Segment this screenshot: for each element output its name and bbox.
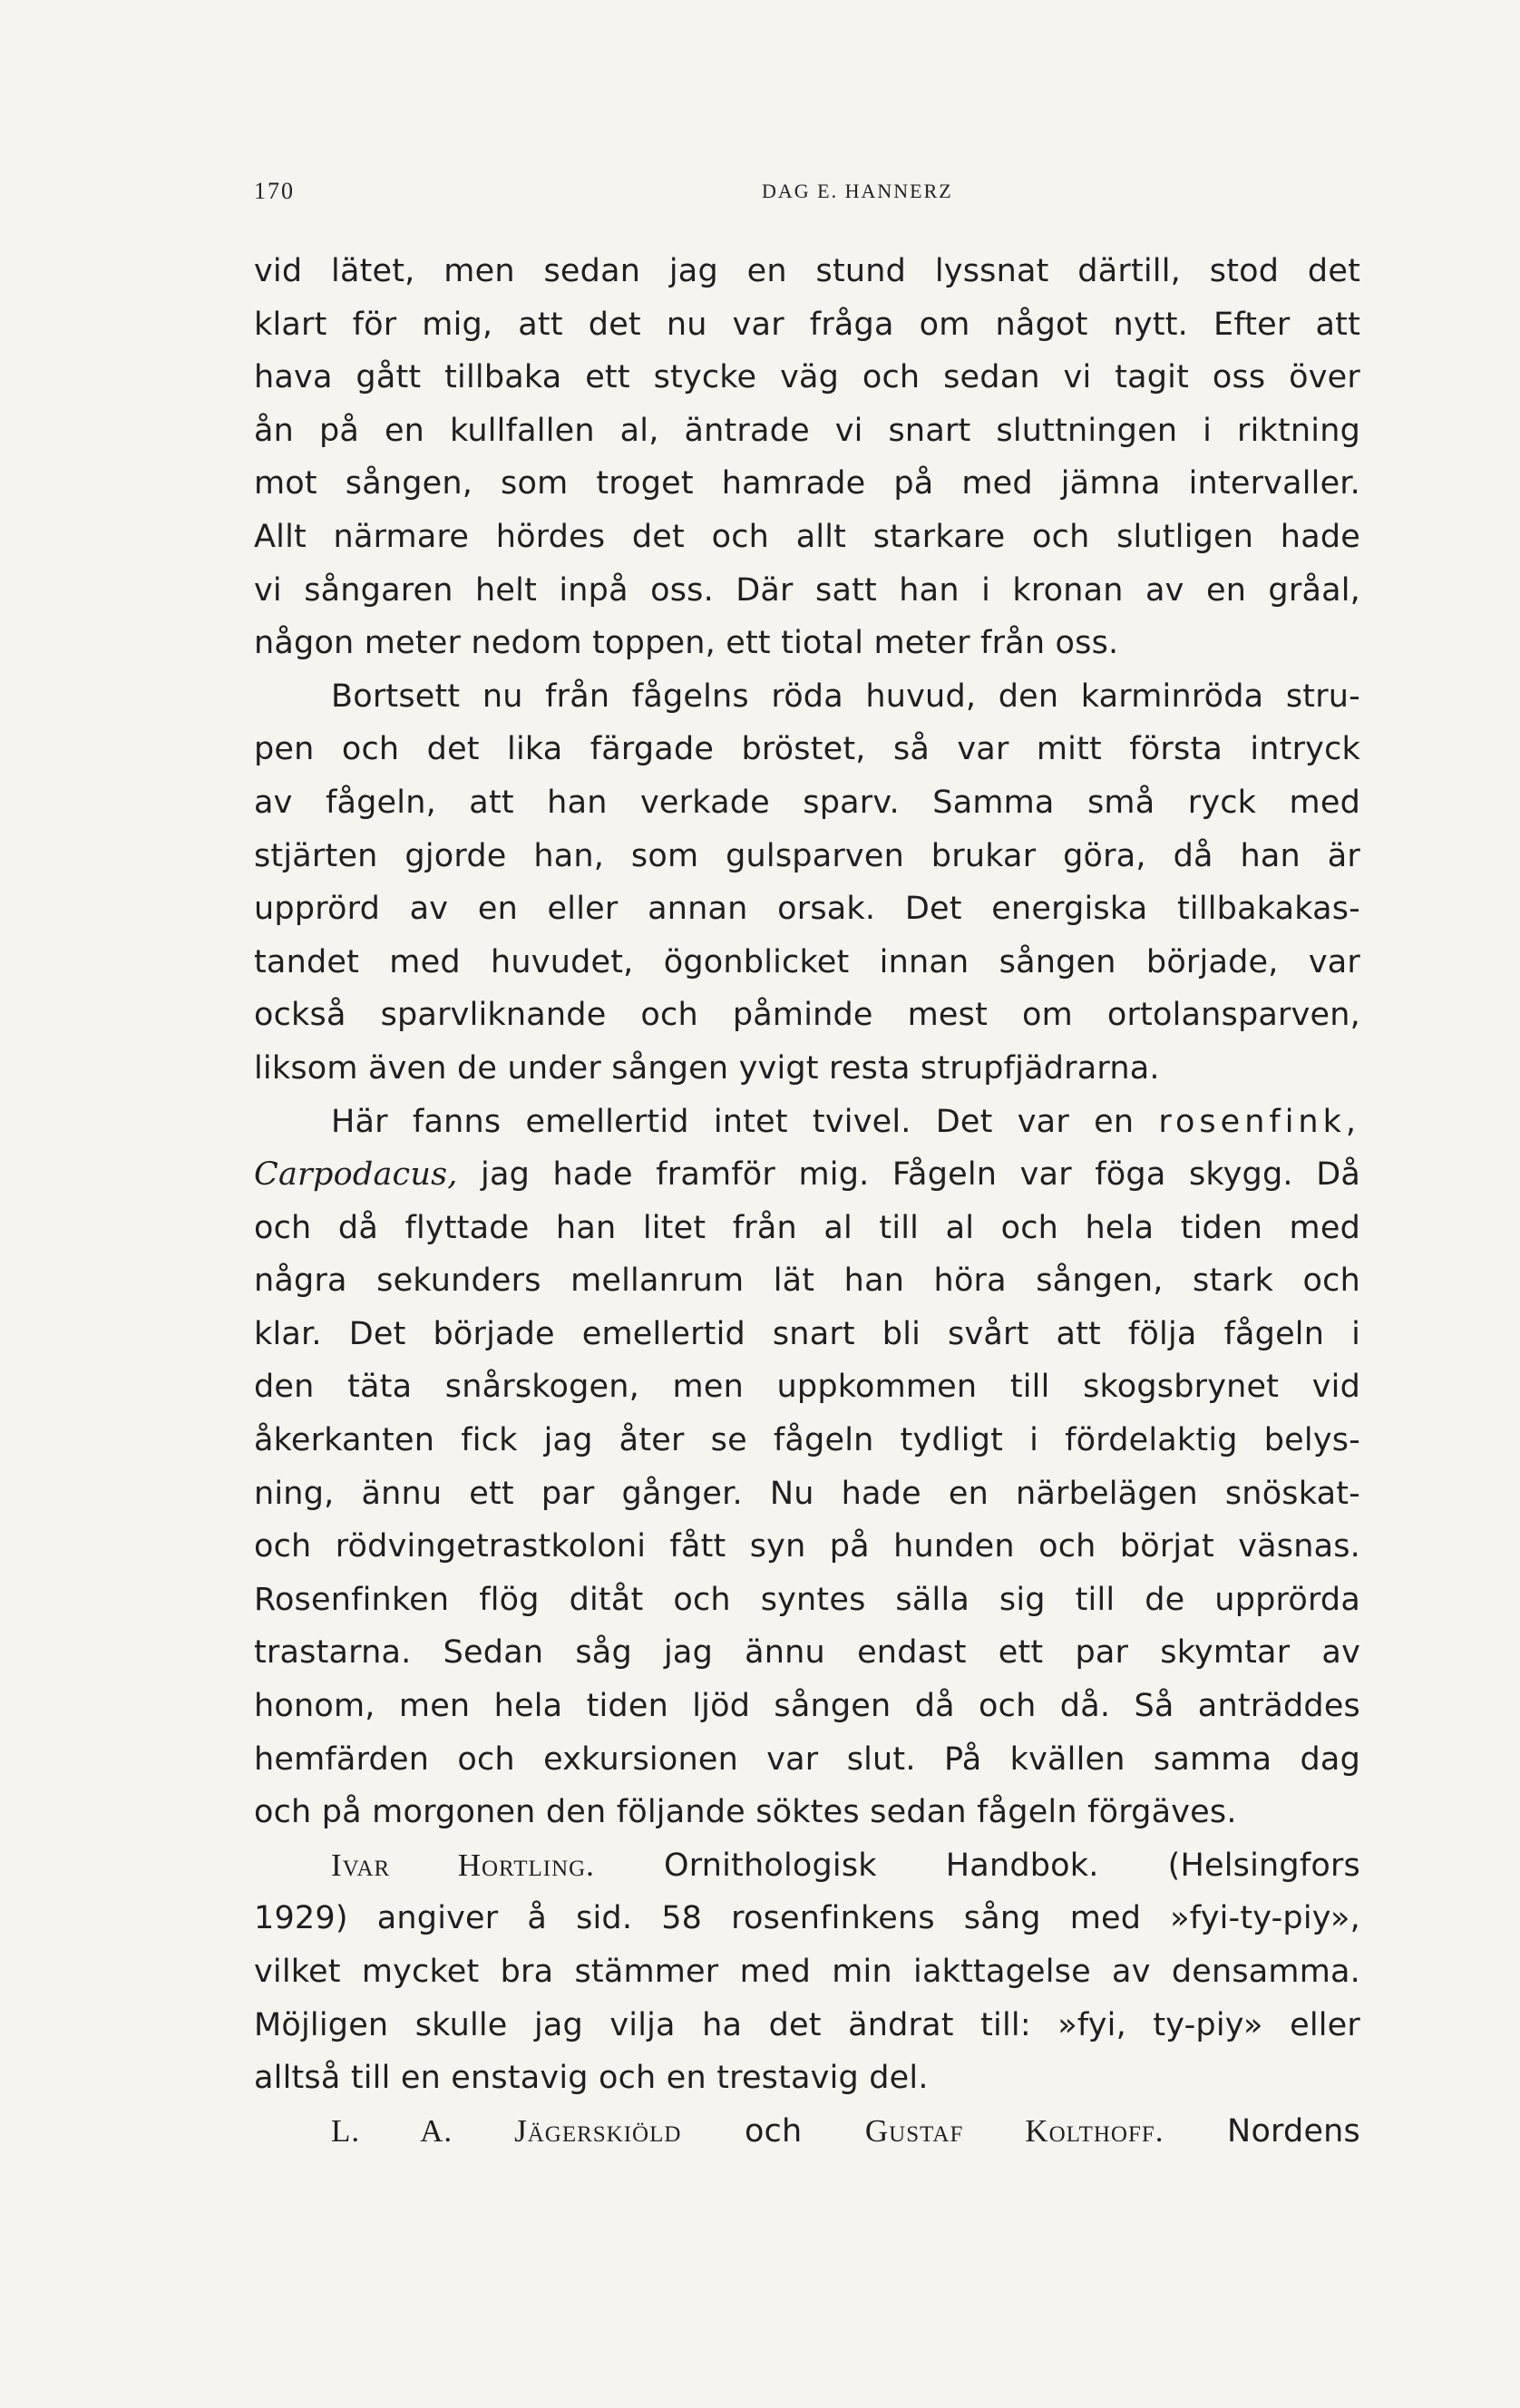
text-line: Bortsett nu från fågelns röda huvud, den karminröda stru- [331,678,1360,715]
text-line: stjärten gjorde han, som gulsparven brukar göra, då han är [254,837,1360,874]
text-run: Här fanns emellertid intet tvivel. Det var en [331,1103,1159,1140]
author-name: Gustaf Kolthoff. [864,2112,1164,2149]
text-line: klart för mig, att det nu var fråga om något nytt. Efter att [254,306,1360,343]
text-line [254,2105,1360,2159]
text-line: liksom även de under sången yvigt resta strupfjädrarna. [254,1049,1160,1087]
text-line: pen och det lika färgade bröstet, så var mitt första intryck [254,731,1360,768]
body-text [254,245,1360,2158]
text-run: Ornithologisk Handbok. (Helsingfors [594,1847,1360,1884]
text-line: tandet med huvudet, ögonblicket innan sången började, var [254,943,1360,980]
text-line: alltså till en enstavig och en trestavig del. [254,2060,929,2097]
text-run: jag hade framför mig. Fågeln var föga skygg. Då [457,1156,1360,1194]
text-run: och [681,2112,865,2150]
text-run: Nordens [1164,2112,1360,2150]
text-line: 1929) angiver å sid. 58 rosenfinkens sång med »fyi-ty-piy», [254,1900,1360,1937]
text-line: Allt närmare hördes det och allt starkare och slutligen hade [254,518,1360,555]
italic-word: Carpodacus, [254,1156,458,1194]
text-line: mot sången, som troget hamrade på med jämna intervaller. [254,465,1360,502]
text-line [254,1839,1360,1893]
text-line: honom, men hela tiden ljöd sången då och då. Så anträddes [254,1688,1360,1725]
text-line: åkerkanten fick jag åter se fågeln tydligt i fördelaktig belys- [254,1422,1360,1459]
text-line: och då flyttade han litet från al till al och hela tiden med [254,1209,1360,1246]
text-line: vilket mycket bra stämmer med min iakttagelse av densamma. [254,1954,1360,1990]
text-line: ån på en kullfallen al, äntrade vi snart sluttningen i riktning [254,412,1360,449]
text-line [254,1148,1360,1202]
text-line: också sparvliknande och påminde mest om ortolansparven, [254,997,1360,1034]
text-line: vid lätet, men sedan jag en stund lyssnat därtill, stod det [254,253,1360,289]
text-line [254,1096,1360,1149]
text-line: klar. Det började emellertid snart bli svårt att följa fågeln i [254,1315,1360,1352]
text-line: av fågeln, att han verkade sparv. Samma små ryck med [254,784,1360,821]
spaced-word: rosenfink, [1158,1103,1360,1140]
text-line: och rödvingetrastkoloni fått syn på hunden och börjat väsnas. [254,1528,1360,1565]
text-line: hemfärden och exkursionen var slut. På kvällen samma dag [254,1740,1360,1778]
running-head: DAG E. HANNERZ [762,180,953,202]
text-line: upprörd av en eller annan orsak. Det energiska tillbakakas- [254,891,1360,928]
text-line: Rosenfinken flög ditåt och syntes sälla sig till de upprörda [254,1581,1360,1618]
page-number: 170 [254,178,295,204]
page-header [254,178,1360,214]
text-line: ning, ännu ett par gånger. Nu hade en närbelägen snöskat- [254,1475,1360,1512]
author-name: L. A. Jägerskiöld [331,2112,682,2149]
text-line: och på morgonen den följande söktes sedan fågeln förgäves. [254,1794,1237,1831]
text-line: hava gått tillbaka ett stycke väg och sedan vi tagit oss över [254,359,1360,396]
text-line: någon meter nedom toppen, ett tiotal meter från oss. [254,625,1119,662]
text-line: trastarna. Sedan såg jag ännu endast ett par skymtar av [254,1634,1360,1672]
text-line: några sekunders mellanrum lät han höra sången, stark och [254,1262,1360,1300]
author-name: Ivar Hortling. [331,1847,595,1883]
text-line: Möjligen skulle jag vilja ha det ändrat till: »fyi, ty-piy» eller [254,2006,1360,2043]
text-line: vi sångaren helt inpå oss. Där satt han i kronan av en gråal, [254,571,1360,609]
text-line: den täta snårskogen, men uppkommen till skogsbrynet vid [254,1369,1360,1406]
